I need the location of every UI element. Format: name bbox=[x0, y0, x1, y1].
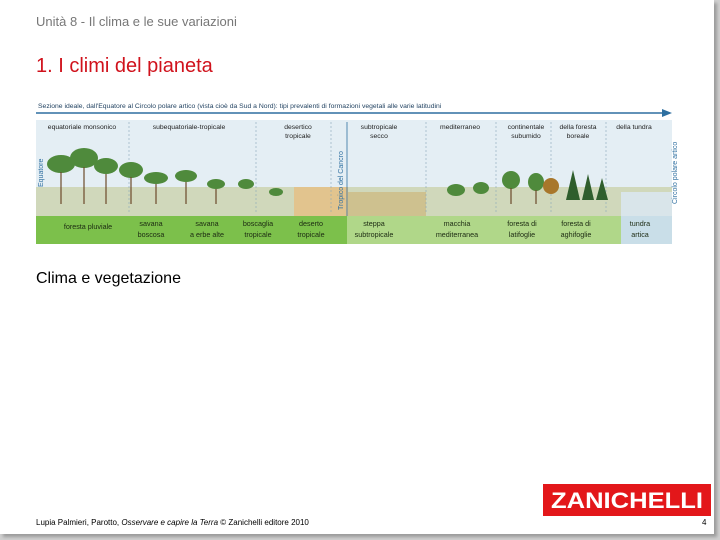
climate-label: della tundra bbox=[616, 124, 652, 131]
vegetation-label: steppa bbox=[363, 219, 385, 228]
footer-publisher: © Zanichelli editore 2010 bbox=[220, 518, 309, 527]
vegetation-label: macchia bbox=[443, 219, 471, 228]
climate-label: secco bbox=[370, 133, 388, 140]
arctic-circle-marker: Circolo polare artico bbox=[672, 141, 679, 204]
vegetation-label: boscaglia bbox=[242, 219, 274, 228]
vegetation-label: foresta pluviale bbox=[63, 222, 113, 231]
vegetation-label: foresta di bbox=[507, 219, 537, 228]
vegetation-label: artica bbox=[631, 230, 649, 239]
logo-text: ZANICHELLI bbox=[551, 488, 703, 513]
vegetation-label: deserto bbox=[299, 219, 323, 228]
climate-label: mediterraneo bbox=[439, 124, 481, 131]
page-number: 4 bbox=[702, 518, 707, 527]
climate-label: continentale bbox=[507, 124, 545, 131]
vegetation-label: savana bbox=[195, 219, 219, 228]
tropic-marker: Tropico del Cancro bbox=[338, 151, 345, 210]
vegetation-label: aghifoglie bbox=[560, 230, 592, 239]
vegetation-label: a erbe alte bbox=[190, 230, 224, 239]
vegetation-label: foresta di bbox=[561, 219, 591, 228]
figure-heading: Sezione ideale, dall'Equatore al Circolo polare artico (vista cioè da Sud a Nord): tipi prevalenti di formazioni vegetali alle varie latitudini bbox=[38, 103, 442, 110]
climate-label: della foresta bbox=[559, 124, 597, 131]
footer-authors: Lupia Palmieri, Parotto, bbox=[36, 518, 120, 527]
footer-book-title: Osservare e capire la Terra bbox=[121, 518, 219, 527]
vegetation-section-figure bbox=[36, 92, 679, 244]
zanichelli-logo bbox=[543, 484, 711, 516]
equator-marker: Equatore bbox=[38, 158, 45, 187]
vegetation-label: tropicale bbox=[244, 230, 272, 239]
vegetation-label: tundra bbox=[629, 219, 651, 228]
climate-label: equatoriale monsonico bbox=[47, 124, 117, 131]
climate-label: boreale bbox=[566, 133, 590, 140]
vegetation-label: latifoglie bbox=[508, 230, 536, 239]
climate-label: subtropicale bbox=[360, 124, 398, 131]
vegetation-label: tropicale bbox=[297, 230, 325, 239]
slide-footer bbox=[36, 518, 309, 527]
vegetation-label: savana bbox=[139, 219, 163, 228]
slide-header: Unità 8 - Il clima e le sue variazioni bbox=[36, 14, 237, 29]
climate-label: subumido bbox=[511, 133, 541, 140]
slide-title: 1. I climi del pianeta bbox=[36, 55, 213, 77]
vegetation-label: mediterranea bbox=[435, 230, 479, 239]
slide-caption: Clima e vegetazione bbox=[36, 270, 181, 287]
vegetation-label: subtropicale bbox=[354, 230, 394, 239]
vegetation-label: boscosa bbox=[137, 230, 165, 239]
climate-label: desertico bbox=[284, 124, 312, 131]
climate-label: tropicale bbox=[285, 133, 311, 140]
climate-label: subequatoriale-tropicale bbox=[152, 124, 226, 131]
